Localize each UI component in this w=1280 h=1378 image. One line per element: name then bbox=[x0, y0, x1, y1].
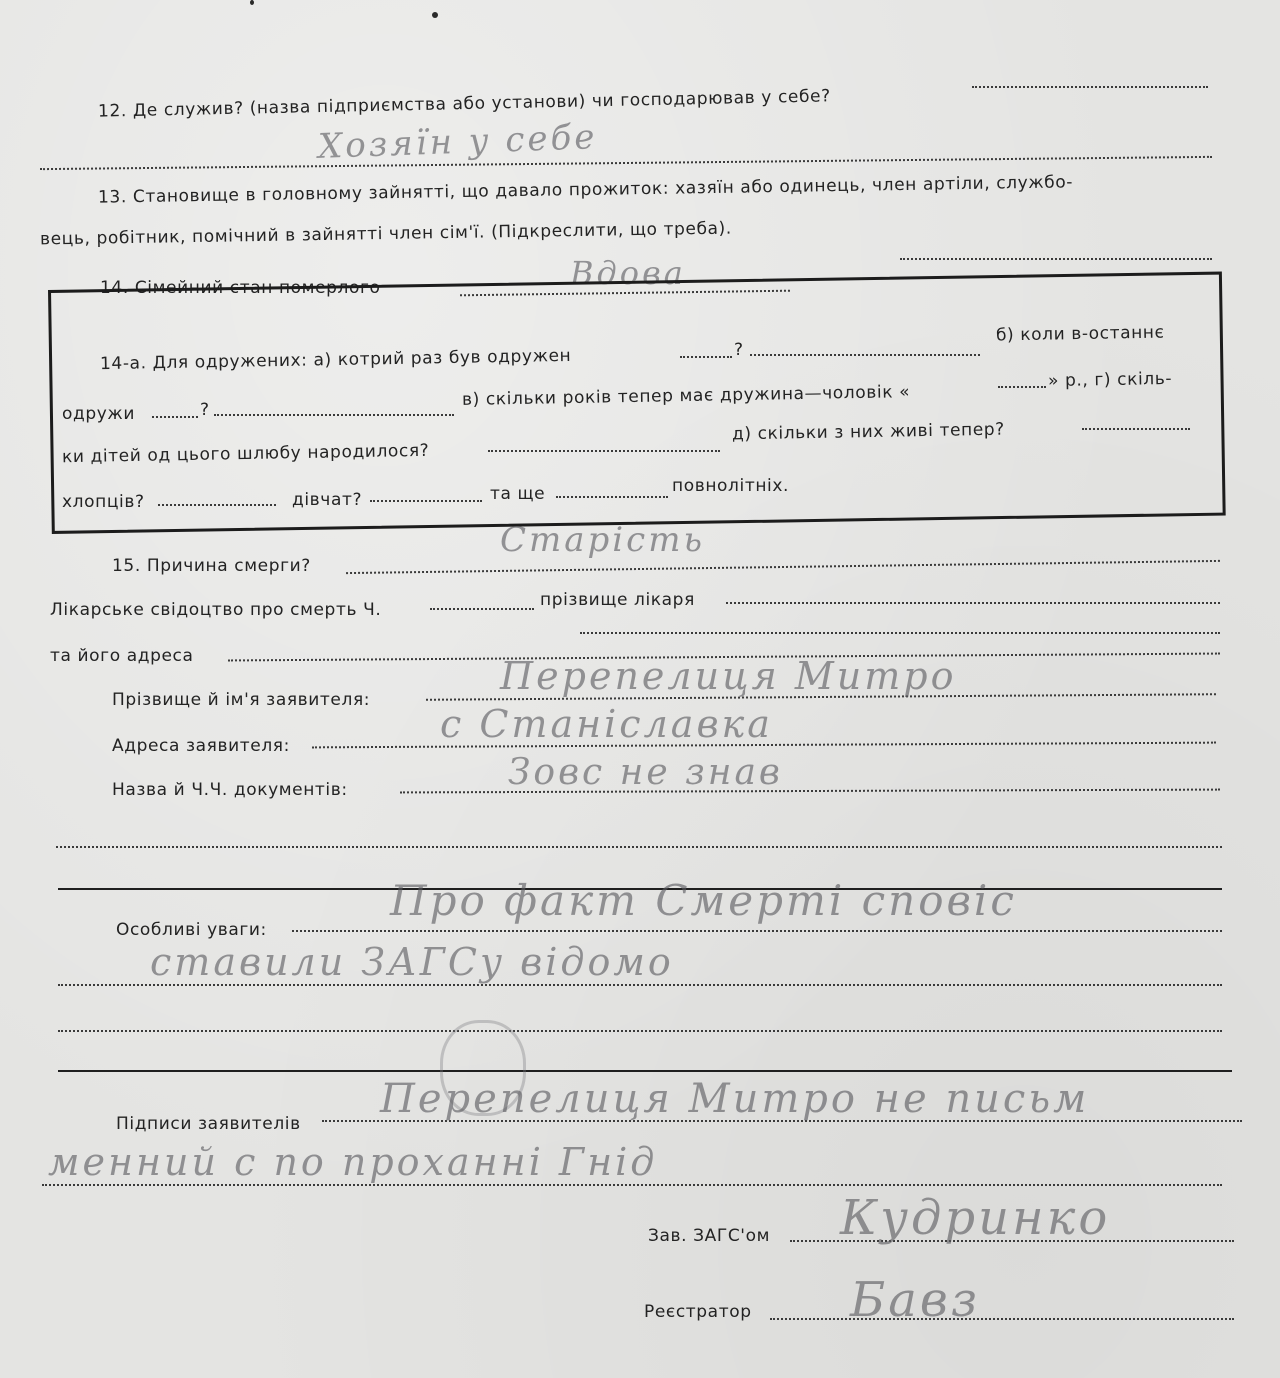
field-14a-line-3 bbox=[152, 416, 198, 418]
field-15-handwriting: Старість bbox=[500, 520, 705, 560]
doctor-name-label: прізвище лікаря bbox=[540, 590, 695, 610]
notes-line-2 bbox=[58, 984, 1222, 986]
head-label: Зав. ЗАГС'ом bbox=[648, 1226, 771, 1246]
field-14a-line-4 bbox=[214, 414, 454, 416]
signatures-label: Підписи заявителів bbox=[116, 1114, 301, 1134]
documents-label: Назва й Ч.Ч. документів: bbox=[112, 780, 348, 800]
notes-handwriting-1: Про факт Смерті сповіс bbox=[390, 876, 1017, 925]
documents-handwriting: Зовс не знав bbox=[508, 752, 783, 793]
registrar-signature: Бавз bbox=[850, 1272, 981, 1328]
applicant-name-label: Прізвище й ім'я заявителя: bbox=[112, 690, 371, 710]
field-12-line bbox=[972, 86, 1208, 88]
ink-speck bbox=[432, 12, 438, 18]
registrar-line bbox=[770, 1318, 1234, 1320]
field-14a-label-2a: одружи bbox=[62, 404, 135, 424]
field-14a-line-1 bbox=[680, 356, 732, 358]
field-12-handwriting: Хозяїн у себе bbox=[317, 117, 598, 167]
field-14a-line-7 bbox=[1082, 428, 1190, 430]
registrar-label: Реєстратор bbox=[644, 1302, 752, 1322]
field-14a-label-4d: повнолітніх. bbox=[672, 476, 790, 496]
doctor-name-line bbox=[726, 602, 1220, 604]
head-signature: Кудринко bbox=[840, 1190, 1111, 1246]
field-12-label: 12. Де служив? (назва підприємства або установи) чи господарював у себе? bbox=[97, 86, 831, 122]
signature-handwriting-2: менний с по проханні Гнід bbox=[48, 1140, 658, 1184]
field-14a-label-3b: д) скільки з них живі тепер? bbox=[731, 419, 1006, 445]
notes-line-3 bbox=[58, 1030, 1222, 1032]
field-14a-label-2b: в) скільки років тепер має дружина—чоловік « bbox=[461, 382, 911, 410]
applicant-address-handwriting: с Станіславка bbox=[440, 702, 773, 746]
doctor-address-label: та його адреса bbox=[50, 646, 194, 666]
field-14a-label-3a: ки дітей од цього шлюбу народилося? bbox=[61, 440, 430, 468]
applicant-address-label: Адреса заявителя: bbox=[112, 736, 290, 756]
field-14a-line-2 bbox=[750, 354, 980, 356]
field-13-line bbox=[900, 258, 1212, 260]
signature-handwriting-1: Перепелиця Митро не письм bbox=[380, 1076, 1090, 1122]
field-13-label-1: 13. Становище в головному зайнятті, що давало прожиток: хазяїн або одинець, член артіли, службо- bbox=[97, 172, 1074, 208]
field-14a-line-9 bbox=[370, 500, 482, 502]
medical-certificate-label: Лікарське свідоцтво про смерть Ч. bbox=[50, 600, 382, 620]
documents-line-2 bbox=[56, 846, 1222, 848]
field-14-label: 14. Сімейний стан померлого bbox=[100, 278, 381, 298]
field-14a-label-1b: б) коли в-останнє bbox=[995, 322, 1165, 346]
field-14a-label-2c: » р., г) скіль- bbox=[1047, 368, 1173, 392]
field-14a-question-mark-2: ? bbox=[200, 400, 210, 420]
signatures-line-2 bbox=[42, 1184, 1222, 1186]
field-14a-line-5 bbox=[998, 386, 1046, 388]
notes-handwriting-2: ставили ЗАГСу відомо bbox=[150, 940, 674, 984]
notes-line bbox=[292, 930, 1222, 932]
field-12-line-2 bbox=[40, 156, 1212, 170]
notes-label: Особливі уваги: bbox=[116, 920, 267, 940]
field-14a-question-mark: ? bbox=[734, 340, 744, 360]
extra-line bbox=[580, 632, 1220, 634]
field-14a-line-6 bbox=[488, 450, 720, 452]
field-14a-label-1: 14-а. Для одружених: а) котрий раз був одружен bbox=[99, 345, 572, 375]
field-14a-line-8 bbox=[158, 504, 276, 506]
field-14a-label-4a: хлопців? bbox=[62, 492, 145, 512]
field-15-label: 15. Причина смерги? bbox=[112, 556, 311, 576]
field-13-label-2: вець, робітник, помічний в зайнятті член сім'ї. (Підкреслити, що треба). bbox=[39, 218, 732, 250]
medical-certificate-line bbox=[430, 608, 534, 610]
ink-speck bbox=[250, 0, 254, 5]
applicant-name-handwriting: Перепелиця Митро bbox=[500, 654, 957, 698]
field-15-line bbox=[346, 560, 1220, 574]
field-14a-label-4b: дівчат? bbox=[292, 490, 363, 510]
notes-divider bbox=[58, 1070, 1232, 1072]
field-14a-line-10 bbox=[556, 496, 668, 498]
field-14-handwriting: Вдова bbox=[570, 254, 686, 292]
field-14a-label-4c: та ще bbox=[490, 484, 546, 504]
